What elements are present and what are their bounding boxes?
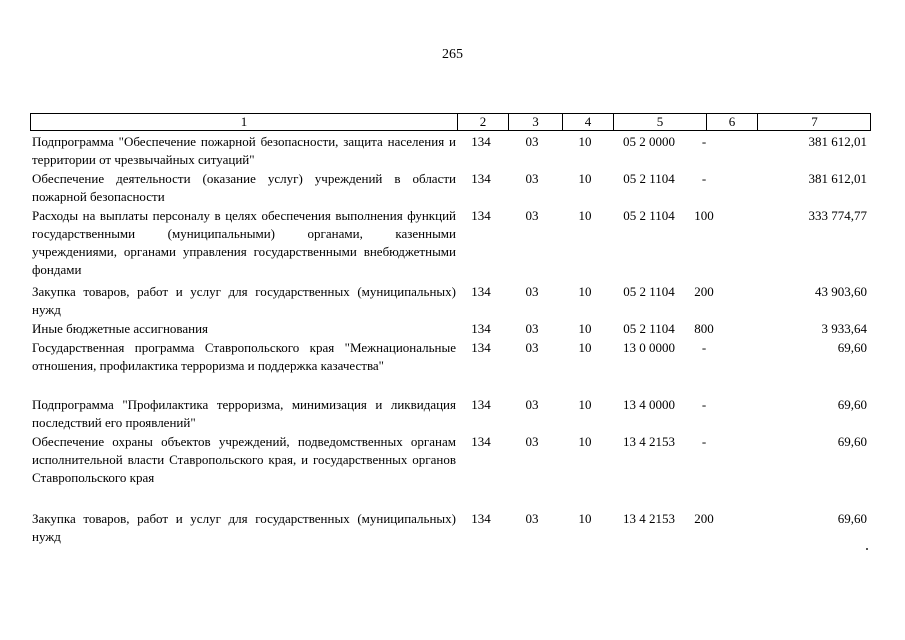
cell-col-2: 134 (471, 511, 491, 526)
cell-col-5: 13 4 2153 (623, 511, 675, 526)
row-description: Закупка товаров, работ и услуг для государственных (муниципальных) нужд (32, 511, 456, 544)
cell-col-5: 05 2 0000 (623, 134, 675, 149)
cell-col-2: 134 (471, 171, 491, 186)
cell-col-2: 134 (471, 397, 491, 412)
cell-col-5: 05 2 1104 (623, 321, 675, 336)
cell-col-6: 100 (694, 208, 714, 223)
cell-col-6: 800 (694, 321, 714, 336)
cell-col-5: 05 2 1104 (623, 208, 675, 223)
cell-col-7: 381 612,01 (808, 171, 867, 186)
header-col-4: 4 (562, 114, 613, 130)
header-col-7: 7 (757, 114, 871, 130)
cell-col-2: 134 (471, 134, 491, 149)
cell-col-2: 134 (471, 340, 491, 355)
cell-col-6: - (701, 134, 707, 149)
cell-col-4: 10 (578, 208, 592, 223)
cell-col-7: 333 774,77 (808, 208, 867, 223)
cell-col-3: 03 (525, 208, 539, 223)
header-col-3: 3 (508, 114, 562, 130)
cell-col-6: - (701, 340, 707, 355)
cell-col-5: 13 0 0000 (623, 340, 675, 355)
scan-speck (866, 548, 868, 550)
cell-col-3: 03 (525, 284, 539, 299)
cell-col-6: 200 (694, 284, 714, 299)
cell-col-7: 69,60 (837, 434, 867, 449)
cell-col-3: 03 (525, 134, 539, 149)
cell-col-6: - (701, 434, 707, 449)
row-description: Закупка товаров, работ и услуг для государственных (муниципальных) нужд (32, 284, 456, 317)
header-col-1: 1 (240, 114, 248, 129)
cell-col-5: 05 2 1104 (623, 284, 675, 299)
row-description: Государственная программа Ставропольского края "Межнациональные отношения, профилактика терроризма и поддержка казачества" (32, 340, 456, 373)
header-col-6: 6 (706, 114, 757, 130)
cell-col-6: - (701, 397, 707, 412)
cell-col-4: 10 (578, 134, 592, 149)
header-col-5: 5 (613, 114, 706, 130)
cell-col-2: 134 (471, 434, 491, 449)
table-header (30, 113, 871, 131)
cell-col-3: 03 (525, 434, 539, 449)
header-col-2: 2 (457, 114, 508, 130)
cell-col-5: 05 2 1104 (623, 171, 675, 186)
cell-col-4: 10 (578, 434, 592, 449)
cell-col-2: 134 (471, 208, 491, 223)
row-description: Подпрограмма "Обеспечение пожарной безопасности, защита населения и территории от чрезвычайных ситуаций" (32, 134, 456, 167)
cell-col-4: 10 (578, 171, 592, 186)
row-description: Расходы на выплаты персоналу в целях обеспечения выполнения функций государственными (муниципальными) органами, казенными учреждениями, органами управления государственными внебюджетными фондами (32, 208, 456, 277)
cell-col-6: 200 (694, 511, 714, 526)
cell-col-3: 03 (525, 340, 539, 355)
cell-col-4: 10 (578, 284, 592, 299)
cell-col-4: 10 (578, 397, 592, 412)
cell-col-7: 3 933,64 (821, 321, 867, 336)
cell-col-3: 03 (525, 321, 539, 336)
cell-col-7: 43 903,60 (815, 284, 867, 299)
cell-col-5: 13 4 2153 (623, 434, 675, 449)
row-description: Иные бюджетные ассигнования (32, 321, 209, 336)
cell-col-3: 03 (525, 511, 539, 526)
cell-col-2: 134 (471, 321, 491, 336)
cell-col-4: 10 (578, 340, 592, 355)
cell-col-7: 381 612,01 (808, 134, 867, 149)
cell-col-7: 69,60 (837, 511, 867, 526)
cell-col-6: - (701, 171, 707, 186)
cell-col-7: 69,60 (837, 340, 867, 355)
cell-col-3: 03 (525, 171, 539, 186)
cell-col-4: 10 (578, 511, 592, 526)
row-description: Подпрограмма "Профилактика терроризма, минимизация и ликвидация последствий его проявлений" (32, 397, 456, 430)
row-description: Обеспечение деятельности (оказание услуг) учреждений в области пожарной безопасности (32, 171, 456, 204)
row-description: Обеспечение охраны объектов учреждений, подведомственных органам исполнительной власти Ставропольского края, и государственных органов Ставропольского края (32, 434, 456, 485)
page-number: 265 (442, 47, 463, 62)
cell-col-3: 03 (525, 397, 539, 412)
cell-col-4: 10 (578, 321, 592, 336)
cell-col-5: 13 4 0000 (623, 397, 675, 412)
cell-col-2: 134 (471, 284, 491, 299)
cell-col-7: 69,60 (837, 397, 867, 412)
